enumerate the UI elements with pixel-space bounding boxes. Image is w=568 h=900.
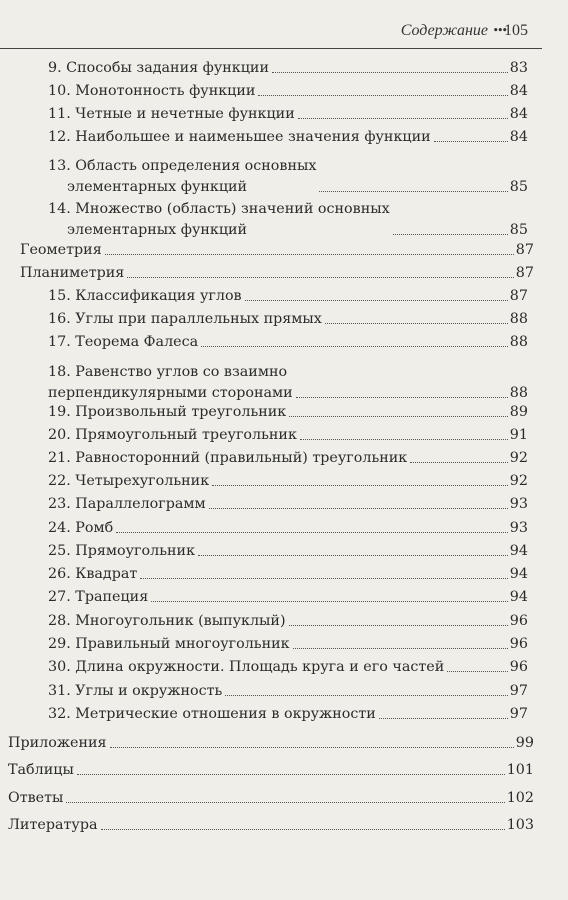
toc-entry-title: Литература	[8, 817, 98, 833]
toc-entry-page: 96	[509, 636, 528, 652]
dot-leader	[245, 300, 508, 301]
toc-entry-page: 93	[509, 520, 528, 536]
dot-leader	[116, 532, 508, 533]
dot-leader	[272, 72, 508, 73]
toc-entry[interactable]	[48, 362, 528, 404]
toc-entry-title: 27. Трапеция	[48, 589, 149, 605]
dot-leader	[198, 555, 508, 556]
toc-entry[interactable]	[48, 127, 528, 148]
toc-entry-title: 25. Прямоугольник	[48, 543, 196, 559]
dot-leader	[140, 578, 507, 579]
dot-leader	[110, 747, 514, 748]
toc-entry-title: 11. Четные и нечетные функции	[48, 106, 295, 122]
toc-entry[interactable]	[48, 518, 528, 539]
dot-leader	[300, 439, 508, 440]
header-ornament: •••	[492, 24, 506, 37]
toc-entry[interactable]	[48, 81, 528, 102]
toc-entry-page: 99	[515, 735, 534, 751]
toc-entry-page: 88	[509, 334, 528, 350]
toc-entry-page: 96	[509, 613, 528, 629]
toc-entry[interactable]	[48, 471, 528, 492]
dot-leader	[319, 191, 507, 192]
toc-entry-page: 87	[515, 265, 534, 281]
toc-entry[interactable]	[48, 156, 528, 198]
toc-entry-title: 31. Углы и окружность	[48, 683, 223, 699]
toc-entry-page: 84	[509, 83, 528, 99]
toc-entry-page: 97	[509, 706, 528, 722]
toc-entry[interactable]	[48, 286, 528, 307]
toc-entry[interactable]	[48, 494, 528, 515]
toc-entry[interactable]	[48, 541, 528, 562]
toc-entry[interactable]	[48, 634, 528, 655]
dot-leader	[151, 601, 508, 602]
toc-entry-title: Приложения	[8, 735, 107, 751]
toc-entry-page: 92	[509, 473, 528, 489]
toc-entry[interactable]	[48, 332, 528, 353]
toc-entry-title: 19. Произвольный треугольник	[48, 404, 287, 420]
toc-entry-title: 21. Равносторонний (правильный) треугольник	[48, 450, 408, 466]
toc-entry-title: 9. Способы задания функции	[48, 60, 269, 76]
toc-entry-title-line: 18. Равенство углов со взаимно	[48, 364, 288, 380]
toc-entry-page: 84	[509, 129, 528, 145]
toc-entry[interactable]	[8, 815, 534, 836]
toc-entry-title: 22. Четырехугольник	[48, 473, 210, 489]
dot-leader	[410, 462, 508, 463]
toc-entry-title-line: элементарных функций	[67, 222, 248, 238]
toc-entry-title: 26. Квадрат	[48, 566, 138, 582]
toc-entry[interactable]	[20, 263, 534, 284]
toc-entry-page: 87	[515, 242, 534, 258]
toc-entry-page: 88	[509, 385, 528, 401]
toc-entry-page: 91	[509, 427, 528, 443]
toc-entry-title-line: 14. Множество (область) значений основных	[48, 201, 390, 217]
dot-leader	[258, 95, 507, 96]
toc-entry-page: 102	[506, 790, 534, 806]
page-number: 105	[504, 22, 528, 39]
running-header-title: Содержание	[400, 22, 488, 39]
toc-entry[interactable]	[48, 425, 528, 446]
toc-entry-page: 85	[509, 179, 528, 195]
toc-entry[interactable]	[48, 611, 528, 632]
dot-leader	[298, 118, 508, 119]
dot-leader	[293, 648, 508, 649]
toc-entry[interactable]	[48, 309, 528, 330]
toc-entry-title-line: 13. Область определения основных	[48, 158, 317, 174]
toc-entry-title: Планиметрия	[20, 265, 125, 281]
toc-entry-title: Геометрия	[20, 242, 102, 258]
toc-entry[interactable]	[48, 704, 528, 725]
dot-leader	[201, 346, 508, 347]
toc-entry-title	[48, 199, 390, 241]
page-header	[0, 14, 568, 48]
toc-entry-title: 24. Ромб	[48, 520, 114, 536]
toc-entry-page: 93	[509, 496, 528, 512]
toc-entry-page: 89	[509, 404, 528, 420]
toc-entry-page: 94	[509, 589, 528, 605]
toc-entry[interactable]	[8, 760, 534, 781]
toc-entry[interactable]	[48, 564, 528, 585]
toc-entry-title: 10. Монотонность функции	[48, 83, 256, 99]
toc-entry-title: 20. Прямоугольный треугольник	[48, 427, 297, 443]
dot-leader	[434, 141, 508, 142]
toc-entry[interactable]	[48, 199, 528, 241]
toc-entry-page: 97	[509, 683, 528, 699]
toc-entry-title: 28. Многоугольник (выпуклый)	[48, 613, 286, 629]
toc-entry-page: 84	[509, 106, 528, 122]
dot-leader	[225, 695, 508, 696]
toc-entry-page: 94	[509, 543, 528, 559]
toc-entry-page: 83	[509, 60, 528, 76]
toc-entry[interactable]	[48, 657, 528, 678]
dot-leader	[289, 416, 508, 417]
toc-entry-title: Таблицы	[8, 762, 74, 778]
toc-entry[interactable]	[8, 788, 534, 809]
dot-leader	[105, 254, 514, 255]
toc-entry[interactable]	[48, 587, 528, 608]
header-rule	[0, 48, 542, 49]
toc-entry-title: 15. Классификация углов	[48, 288, 242, 304]
toc-entry-title	[48, 362, 293, 404]
toc-entry-page: 88	[509, 311, 528, 327]
toc-entry-title-line: перпендикулярными сторонами	[48, 385, 293, 401]
toc-entry[interactable]	[48, 104, 528, 125]
toc-entry-title-line: элементарных функций	[67, 179, 248, 195]
toc-entry-title: 17. Теорема Фалеса	[48, 334, 199, 350]
dot-leader	[393, 234, 508, 235]
toc-entry-title: 32. Метрические отношения в окружности	[48, 706, 376, 722]
toc-entry-page: 103	[506, 817, 534, 833]
dot-leader	[289, 625, 508, 626]
toc-entry-title	[48, 156, 316, 198]
dot-leader	[379, 718, 508, 719]
dot-leader	[66, 802, 504, 803]
toc-entry-title: 12. Наибольшее и наименьшее значения функции	[48, 129, 431, 145]
toc-entry-title: 30. Длина окружности. Площадь круга и его частей	[48, 659, 445, 675]
toc-entry-page: 96	[509, 659, 528, 675]
dot-leader	[209, 508, 508, 509]
dot-leader	[212, 485, 508, 486]
dot-leader	[77, 774, 505, 775]
dot-leader	[127, 277, 513, 278]
toc-entry-title: 16. Углы при параллельных прямых	[48, 311, 322, 327]
toc-entry-page: 94	[509, 566, 528, 582]
dot-leader	[101, 829, 505, 830]
toc-entry[interactable]	[20, 240, 534, 261]
toc-entry-title: 23. Параллелограмм	[48, 496, 206, 512]
toc-entry[interactable]	[48, 681, 528, 702]
toc-entry-page: 85	[509, 222, 528, 238]
toc-entry-title: Ответы	[8, 790, 64, 806]
toc-entry-page: 101	[506, 762, 534, 778]
toc-entry[interactable]	[48, 402, 528, 423]
toc-entry[interactable]	[48, 58, 528, 79]
toc-entry-title: 29. Правильный многоугольник	[48, 636, 290, 652]
toc-entry-page: 92	[509, 450, 528, 466]
dot-leader	[325, 323, 508, 324]
toc-entry[interactable]	[8, 733, 534, 754]
dot-leader	[447, 671, 508, 672]
toc-entry-page: 87	[509, 288, 528, 304]
dot-leader	[296, 397, 508, 398]
toc-entry[interactable]	[48, 448, 528, 469]
